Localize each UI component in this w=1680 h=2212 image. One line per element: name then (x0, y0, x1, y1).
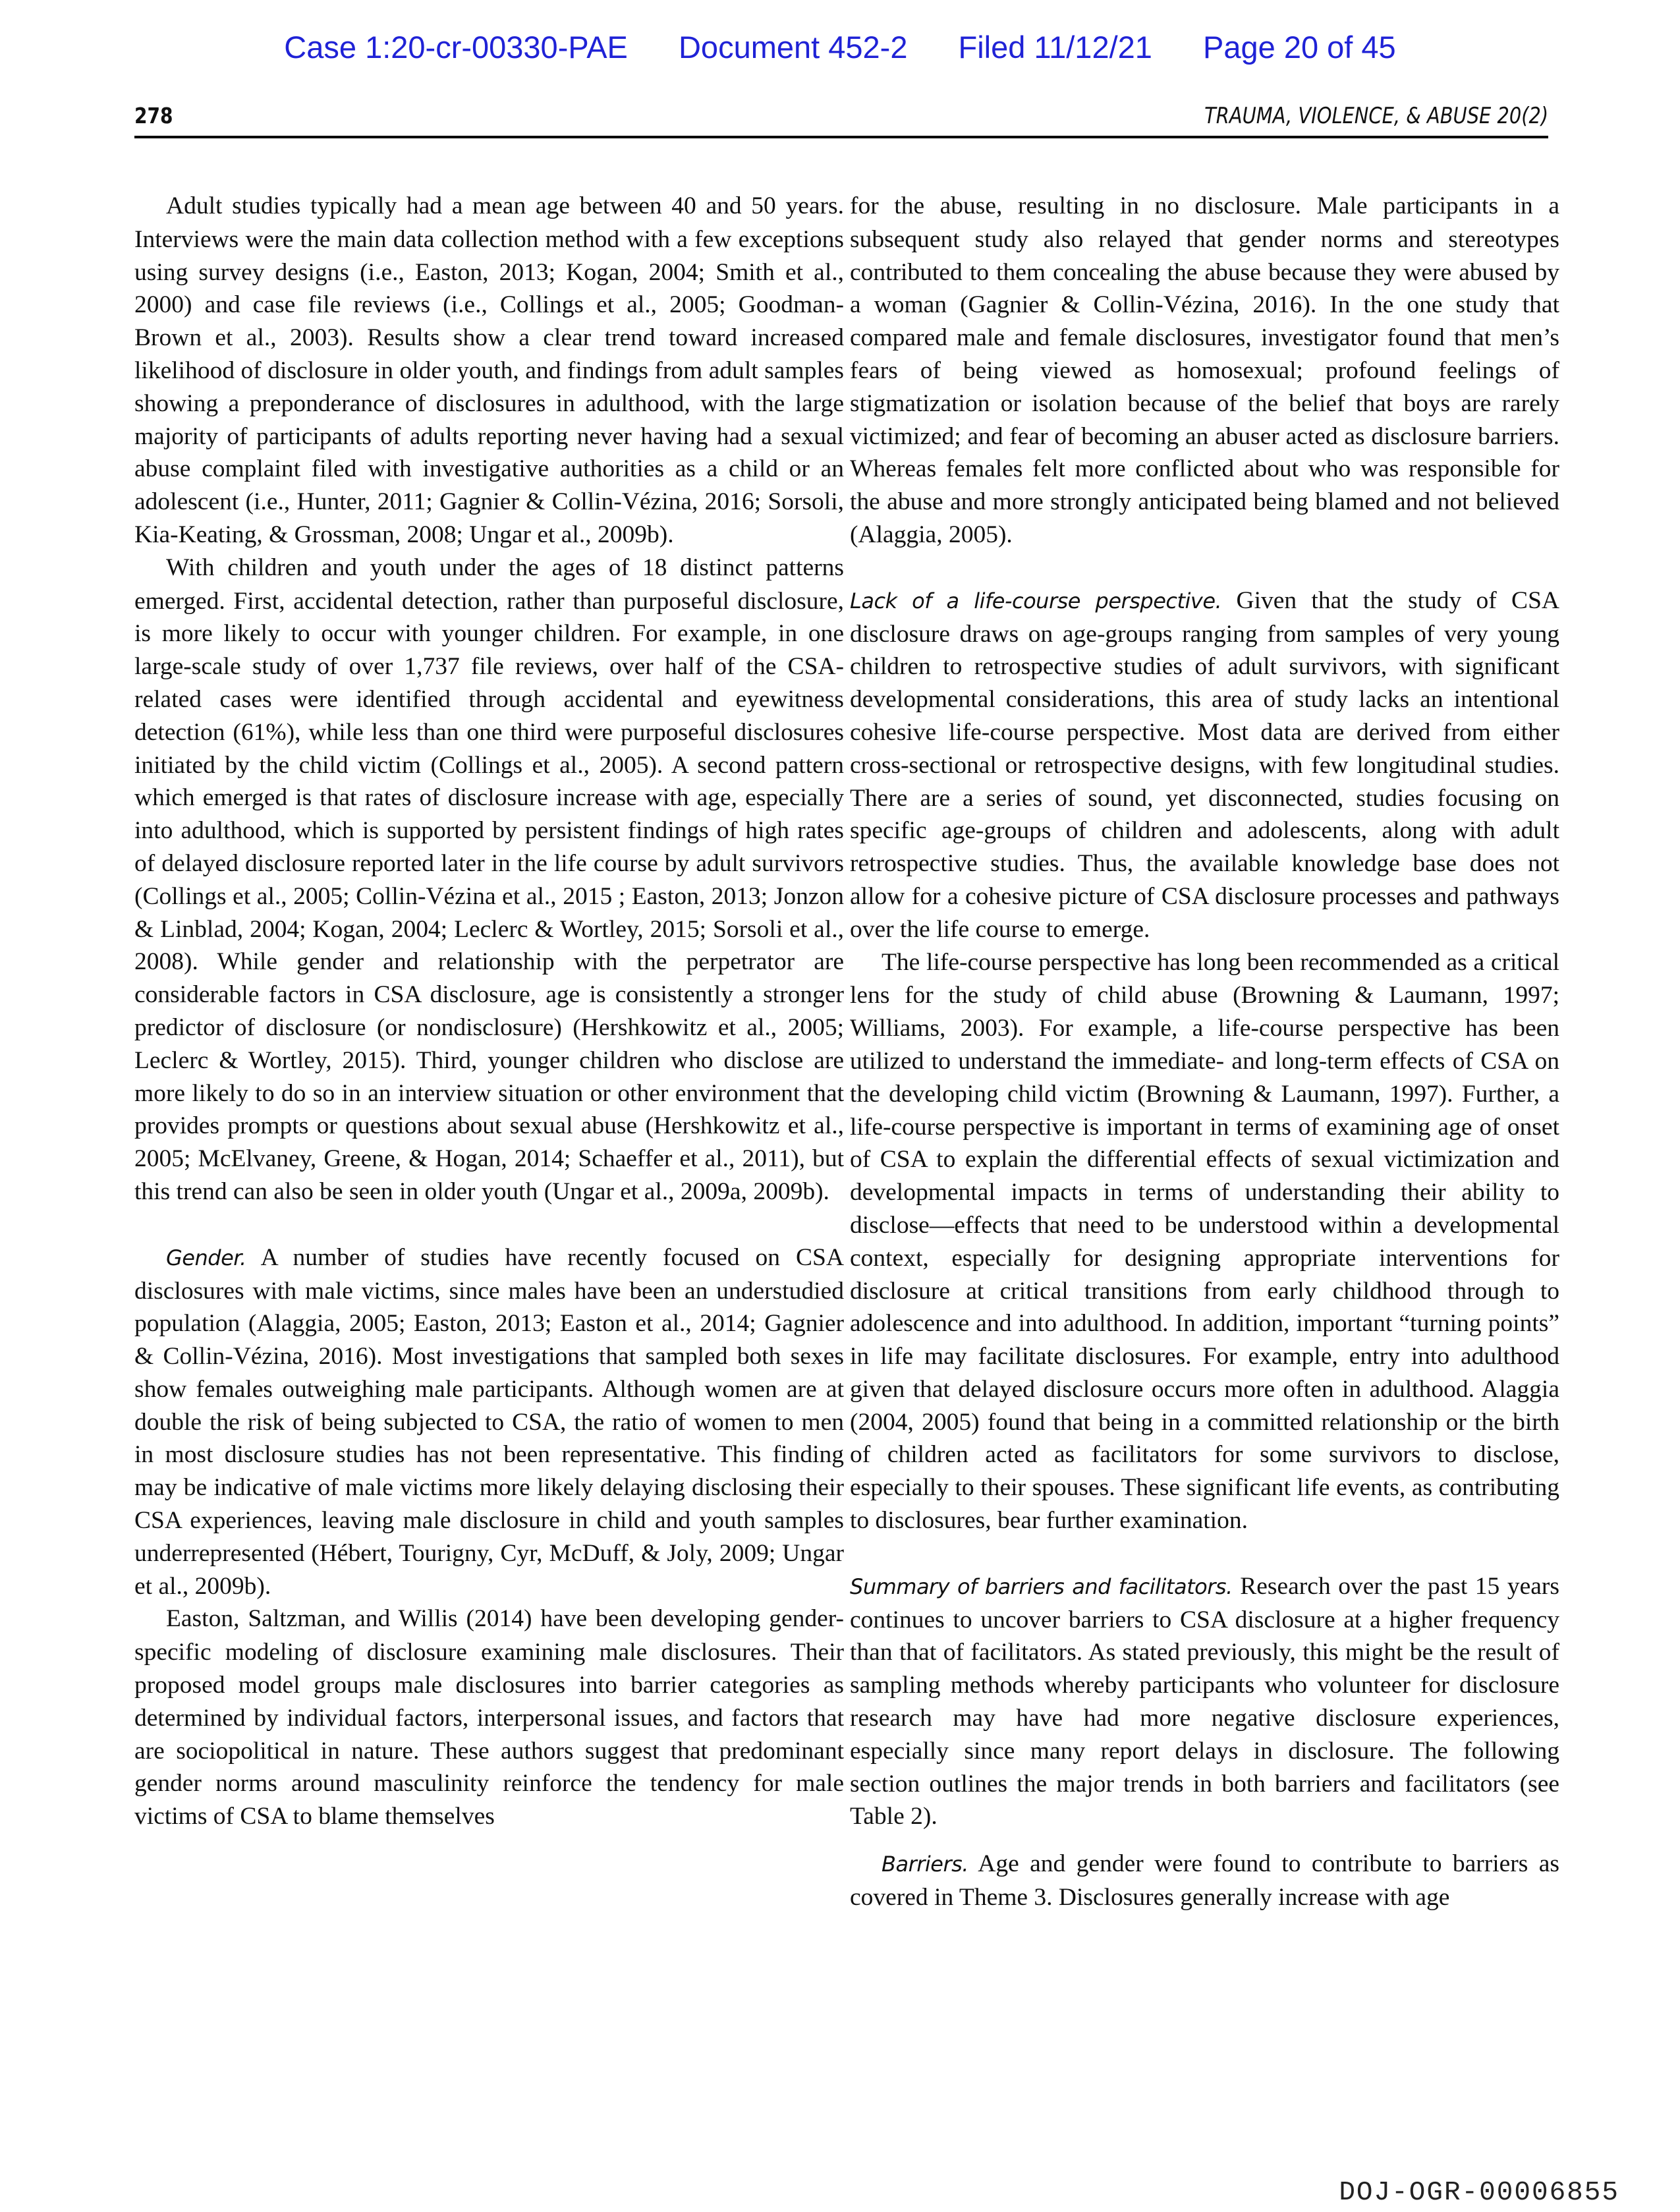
case-number: Case 1:20-cr-00330-PAE (284, 30, 628, 65)
paragraph-heading: Gender. (166, 1245, 246, 1270)
paragraph (134, 552, 844, 1208)
filed-date: Filed 11/12/21 (958, 30, 1152, 65)
paragraph-text: Research over the past 15 years continues to uncover barriers to CSA disclosure at a higher frequency than that of facilitators. As stated previously, this might be the result of sampling methods whereby participants who volunteer for disclosure research may have had more negative disclosure experiences, especially since many report delays in disclosure. The following section outlines the major trends in both barriers and facilitators (see Table 2). (850, 1572, 1559, 1830)
paragraph-text: A number of studies have recently focused on CSA disclosures with male victims, since males have been an understudied population (Alaggia, 2005; Easton, 2013; Easton et al., 2014; Gagnier & Collin-Vézina, 2016). Most investigations that sampled both sexes show females outweighing male participants. Although women are at double the risk of being subjected to CSA, the ratio of women to men in most disclosure studies has not been representative. This finding may be indicative of male victims more likely delaying disclosing their CSA experiences, leaving male disclosure in child and youth samples underrepresented (Hébert, Tourigny, Cyr, McDuff, & Joly, 2009; Ungar et al., 2009b). (134, 1243, 844, 1600)
left-column (134, 190, 844, 1833)
paragraph-text: Adult studies typically had a mean age between 40 and 50 years. Interviews were the main data collection method with a few exceptions using survey designs (i.e., Easton, 2013; Kogan, 2004; Smith et al., 2000) and case file reviews (i.e., Collings et al., 2005; Goodman-Brown et al., 2003). Results show a clear trend toward increased likelihood of disclosure in older youth, and findings from adult samples showing a preponderance of disclosures in adulthood, with the large majority of participants of adults reporting never having had a sexual abuse complaint filed with investigative authorities as a child or an adolescent (i.e., Hunter, 2011; Gagnier & Collin-Vézina, 2016; Sorsoli, Kia-Keating, & Grossman, 2008; Ungar et al., 2009b). (134, 192, 844, 548)
paragraph-heading: Lack of a life-course perspective. (850, 588, 1222, 613)
bates-number: DOJ-OGR-00006855 (1339, 2178, 1619, 2208)
paragraph-summary (850, 1570, 1559, 1833)
paragraph-text: The life-course perspective has long been recommended as a critical lens for the study of child abuse (Browning & Laumann, 1997; Williams, 2003). For example, a life-course perspective has been utilized to understand the immediate- and long-term effects of CSA on the developing child victim (Browning & Laumann, 1997). Further, a life-course perspective is important in terms of examining age of onset of CSA to explain the differential effects of sexual victimization and developmental impacts in terms of understanding their ability to disclose—effects that need to be understood within a developmental context, especially for designing appropriate interventions for disclosure at critical transitions from early childhood through to adolescence and into adulthood. In addition, important “turning points” in life may facilitate disclosures. For example, entry into adulthood given that delayed disclosure occurs more often in adulthood. Alaggia (2004, 2005) found that being in a committed relationship or the birth of children acted as facilitators for some survivors to disclose, especially to their spouses. These significant life events, as contributing to disclosures, bear further examination. (850, 948, 1559, 1535)
paragraph (850, 946, 1559, 1537)
paragraph-text: for the abuse, resulting in no disclosure. Male participants in a subsequent study also relayed that gender norms and stereotypes contributed to them concealing the abuse because they were abused by a woman (Gagnier & Collin-Vézina, 2016). In the one study that compared male and female disclosures, investigator found that men’s fears of being viewed as homosexual; profound feelings of stigmatization or isolation because of the belief that boys are rarely victimized; and fear of becoming an abuser acted as disclosure barriers. Whereas females felt more conflicted about who was responsible for the abuse and more strongly anticipated being blamed and not believed (Alaggia, 2005). (850, 192, 1559, 548)
paragraph (134, 190, 844, 552)
paragraph-text: With children and youth under the ages of 18 distinct patterns emerged. First, accidental detection, rather than purposeful disclosure, is more likely to occur with younger children. For example, in one large-scale study of over 1,737 file reviews, over half of the CSA-related cases were identified through accidental and eyewitness detection (61%), while less than one third were purposeful disclosures initiated by the child victim (Collings et al., 2005). A second pattern which emerged is that rates of disclosure increase with age, especially into adulthood, which is supported by persistent findings of high rates of delayed disclosure reported later in the life course by adult survivors (Collings et al., 2005; Collin-Vézina et al., 2015 ; Easton, 2013; Jonzon & Linblad, 2004; Kogan, 2004; Leclerc & Wortley, 2015; Sorsoli et al., 2008). While gender and relationship with the perpetrator are considerable factors in CSA disclosure, age is consistently a stronger predictor of disclosure (or nondisclosure) (Hershkowitz et al., 2005; Leclerc & Wortley, 2015). Third, younger children who disclose are more likely to do so in an interview situation or other environment that provides prompts or questions about sexual abuse (Hershkowitz et al., 2005; McElvaney, Greene, & Hogan, 2014; Schaeffer et al., 2011), but this trend can also be seen in older youth (Ungar et al., 2009a, 2009b). (134, 553, 844, 1205)
paragraph-text: Easton, Saltzman, and Willis (2014) have been developing gender-specific modeling of disclosure examining male disclosures. Their proposed model groups male disclosures into barrier categories as determined by individual factors, interpersonal issues, and factors that are sociopolitical in nature. These authors suggest that predominant gender norms around masculinity reinforce the tendency for male victims of CSA to blame themselves (134, 1605, 844, 1830)
right-column (850, 190, 1559, 1914)
paragraph-barriers (850, 1848, 1559, 1914)
page-indicator: Page 20 of 45 (1203, 30, 1396, 65)
journal-title: TRAUMA, VIOLENCE, & ABUSE 20(2) (1204, 103, 1548, 129)
court-filing-stamp (0, 29, 1680, 65)
paragraph-gender (134, 1241, 844, 1603)
paragraph (134, 1602, 844, 1833)
paragraph-heading: Barriers. (882, 1852, 968, 1877)
paragraph-life-course (850, 584, 1559, 946)
paragraph-text: Given that the study of CSA disclosure draws on age-groups ranging from samples of very young children to retrospective studies of adult survivors, with significant developmental considerations, this area of study lacks an intentional cohesive life-course perspective. Most data are derived from either cross-sectional or retrospective designs, with few longitudinal studies. There are a series of sound, yet disconnected, studies focusing on specific age-groups of children and adolescents, along with adult retrospective studies. Thus, the available knowledge base does not allow for a cohesive picture of CSA disclosure processes and pathways over the life course to emerge. (850, 586, 1560, 943)
document-number: Document 452-2 (678, 30, 908, 65)
page-number: 278 (134, 103, 173, 128)
paragraph (850, 190, 1559, 552)
paragraph-text: Age and gender were found to contribute to barriers as covered in Theme 3. Disclosures generally increase with age (850, 1850, 1559, 1912)
paragraph-heading: Summary of barriers and facilitators. (850, 1574, 1233, 1599)
running-header (134, 99, 1548, 138)
